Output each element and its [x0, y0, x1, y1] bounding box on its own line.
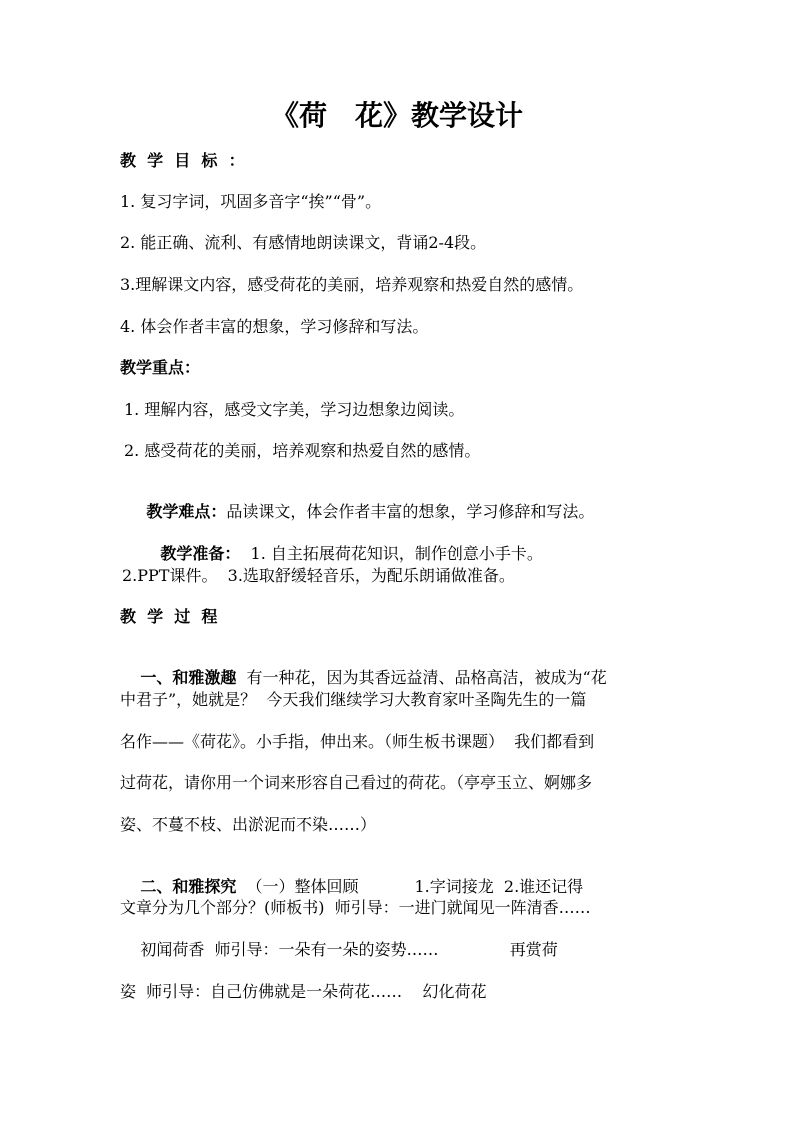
- section1-text: 姿、不蔓不枝、出淤泥而不染……）: [120, 815, 377, 834]
- preparation-text: 1. 自主拓展荷花知识，制作创意小手卡。: [240, 544, 543, 563]
- document-title: 《荷 花》教学设计: [270, 99, 523, 132]
- key-points-heading: 教学重点：: [120, 358, 201, 377]
- key-point-item: 2. 感受荷花的美丽，培养观察和热爱自然的感情。: [124, 441, 481, 460]
- section2-text: （一）整体回顾 1.字词接龙 2.谁还记得: [236, 877, 584, 896]
- process-heading: 教 学 过 程: [120, 607, 218, 626]
- section1-text: 中君子”，她就是？ 今天我们继续学习大教育家叶圣陶先生的一篇: [120, 690, 587, 709]
- difficulty-label: 教学难点：: [146, 502, 227, 521]
- preparation-label: 教学准备：: [160, 544, 241, 563]
- objective-item: 4. 体会作者丰富的想象，学习修辞和写法。: [120, 317, 429, 336]
- section1-text: 名作——《荷花》。小手指，伸出来。（师生板书课题） 我们都看到: [120, 732, 595, 751]
- section1-label: 一、和雅激趣: [140, 668, 237, 687]
- section2-text: 文章分为几个部分？(师板书) 师引导：一进门就闻见一阵清香……: [120, 898, 591, 917]
- section2-text: 初闻荷香 师引导：一朵有一朵的姿势…… 再赏荷: [120, 940, 558, 959]
- key-point-item: 1. 理解内容，感受文字美，学习边想象边阅读。: [124, 400, 465, 419]
- preparation-line-2: 2.PPT课件。 3.选取舒缓轻音乐，为配乐朗诵做准备。: [122, 566, 515, 585]
- objective-item: 3.理解课文内容，感受荷花的美丽，培养观察和热爱自然的感情。: [120, 275, 584, 294]
- section2-text: 姿 师引导：自己仿佛就是一朵荷花…… 幻化荷花: [120, 982, 487, 1001]
- section1-text: 过荷花，请你用一个词来形容自己看过的荷花。（亭亭玉立、婀娜多: [120, 773, 593, 792]
- objective-item: 1. 复习字词，巩固多音字“挨”“骨”。: [120, 192, 382, 211]
- difficulty-text: 品读课文，体会作者丰富的想象，学习修辞和写法。: [226, 502, 595, 521]
- section2-label: 二、和雅探究: [140, 877, 237, 896]
- objective-item: 2. 能正确、流利、有感情地朗读课文，背诵2-4段。: [120, 233, 487, 252]
- objectives-heading: 教 学 目 标 ：: [120, 151, 245, 170]
- section1-text: 有一种花，因为其香远益清、品格高洁，被成为“花: [236, 668, 607, 687]
